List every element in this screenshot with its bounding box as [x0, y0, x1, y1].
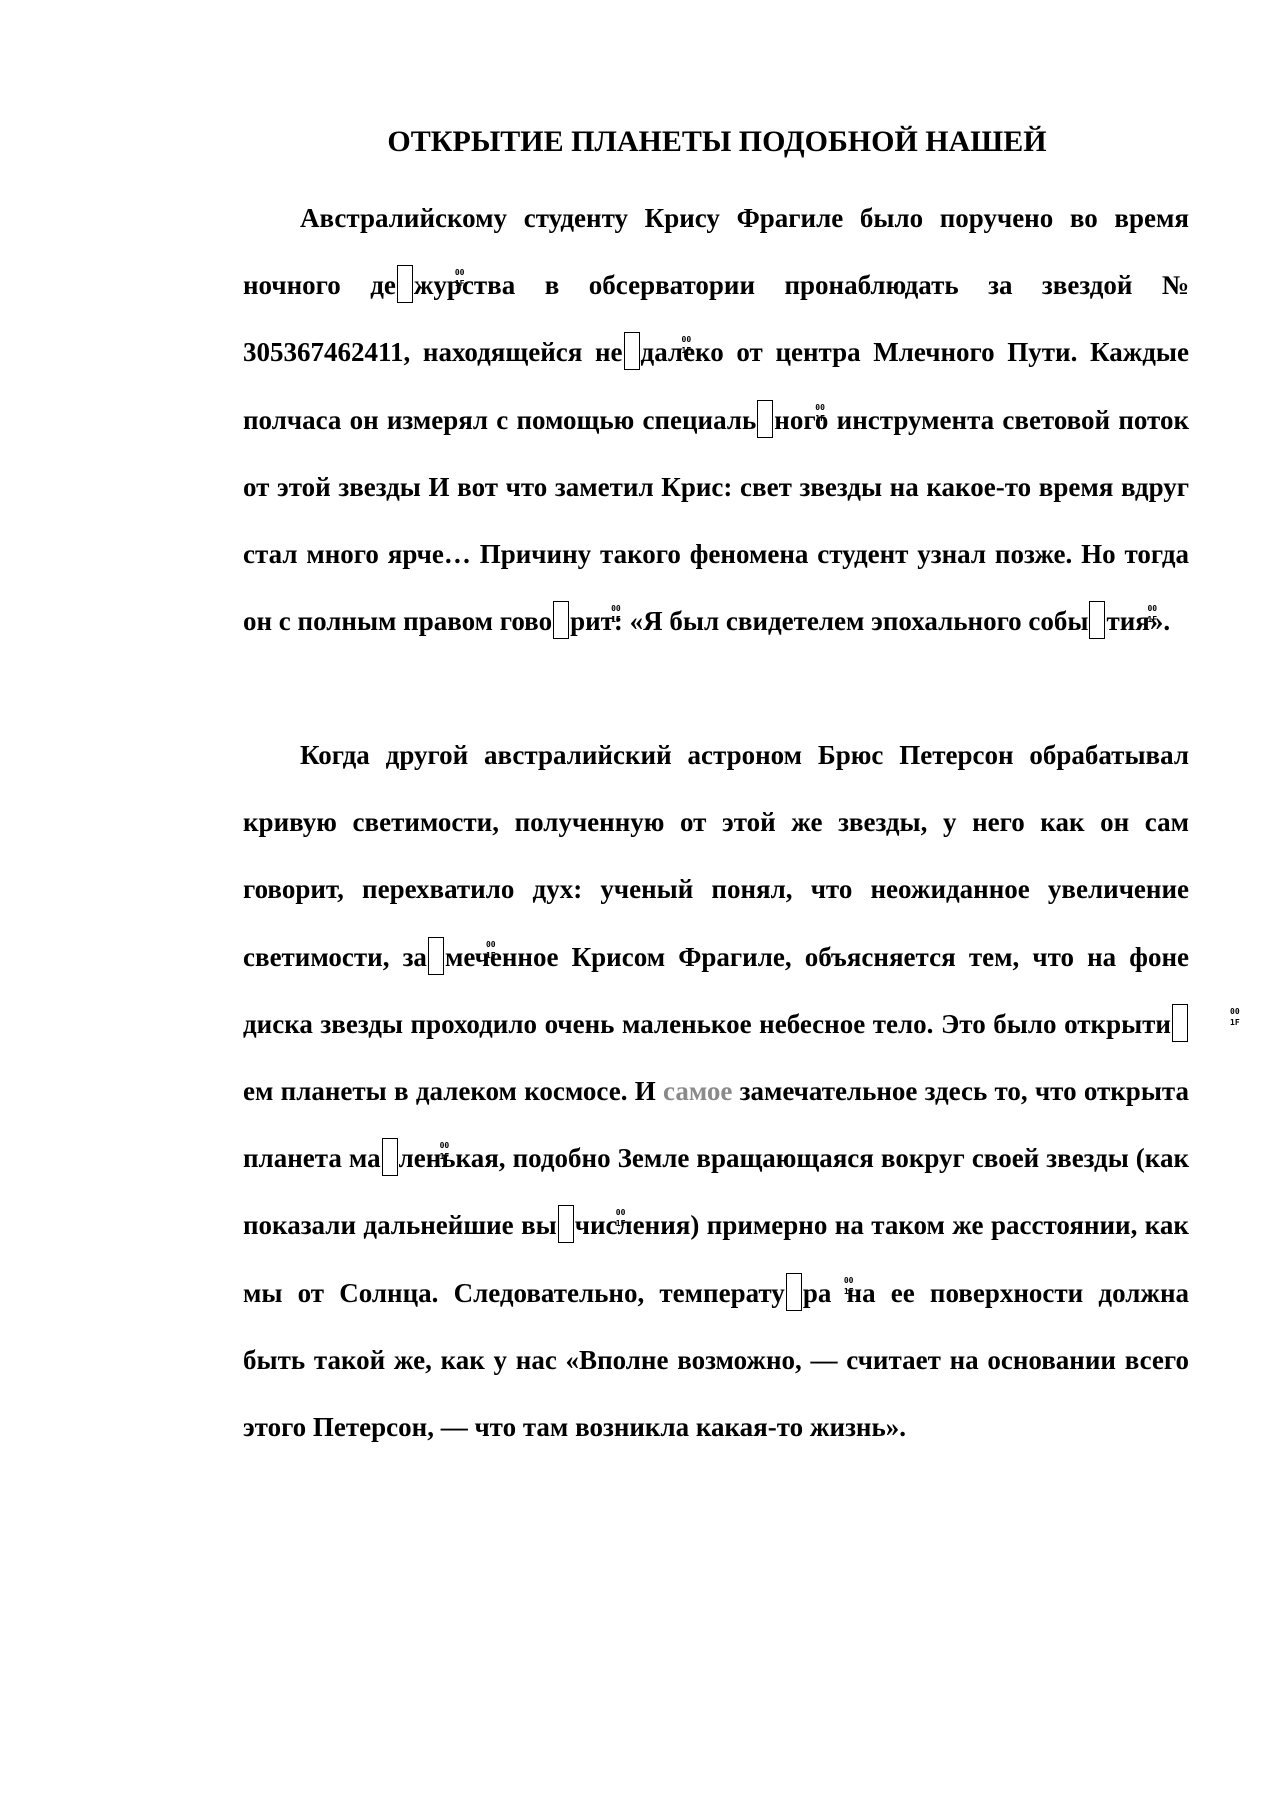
text-run: ленькая, подобно Земле вращающаяся вокруг своей звезды (как показали дальнейшие вы — [243, 1143, 1190, 1241]
text-run: Австралийскому студенту Крису Фрагиле было поручено во время ночного де — [243, 203, 1189, 301]
text-run: ем планеты в далеком космосе. И — [243, 1076, 663, 1107]
paragraph-1 — [243, 185, 1189, 655]
text-run: ного инструмента световой поток от этой звезды И вот что заметил Крис: свет звезды на какое-то время вдруг стал много ярче… Причину такого феномена студент узнал позже. Но тогда он с полным правом гово — [243, 404, 1189, 637]
text-run: тия». — [1106, 606, 1171, 637]
muted-word: самое — [663, 1076, 733, 1107]
text-run: журства в обсерватории пронаблюдать за звездой № 305367462411, находящейся не — [243, 270, 1190, 368]
unknown-glyph-icon — [1089, 601, 1105, 639]
paragraph-2 — [243, 722, 1189, 1461]
text-run: замечательное здесь то, что открыта планета ма — [243, 1076, 1189, 1174]
unknown-glyph-icon — [1172, 1004, 1188, 1042]
unknown-glyph-icon — [558, 1205, 574, 1243]
text-run: меченное Крисом Фрагиле, объясняется тем, что на фоне диска звезды проходило очень маленькое небесное тело. Это было открыти — [243, 941, 1190, 1039]
unknown-glyph-icon — [786, 1273, 802, 1311]
document-title: ОТКРЫТИЕ ПЛАНЕТЫ ПОДОБНОЙ НАШЕЙ — [387, 125, 1047, 158]
text-run: числения) примерно на таком же расстоянии, как мы от Солнца. Следовательно, температу — [243, 1210, 1189, 1308]
unknown-glyph-icon — [553, 601, 569, 639]
unknown-glyph-icon — [757, 400, 773, 438]
unknown-glyph-icon — [397, 265, 413, 303]
text-run: рит: «Я был свидетелем эпохального собы — [570, 606, 1089, 637]
unknown-glyph-icon — [624, 332, 640, 370]
text-run: Когда другой австралийский астроном Брюс Петерсон обрабатывал кривую светимости, полученную от этой же звезды, у него как он сам говорит, перехватило дух: ученый понял, что неожиданное увеличение светимости, за — [243, 740, 1189, 972]
unknown-glyph-icon — [428, 937, 444, 975]
text-run: ра на ее поверхности должна быть такой же, как у нас «Вполне возможно, — считает на основании всего этого Петерсон, — что там возникла какая-то жизнь». — [243, 1277, 1190, 1443]
text-run: далеко от центра Млечного Пути. Каждые полчаса он измерял с помощью специаль — [243, 337, 1189, 435]
unknown-glyph-icon — [382, 1138, 398, 1176]
